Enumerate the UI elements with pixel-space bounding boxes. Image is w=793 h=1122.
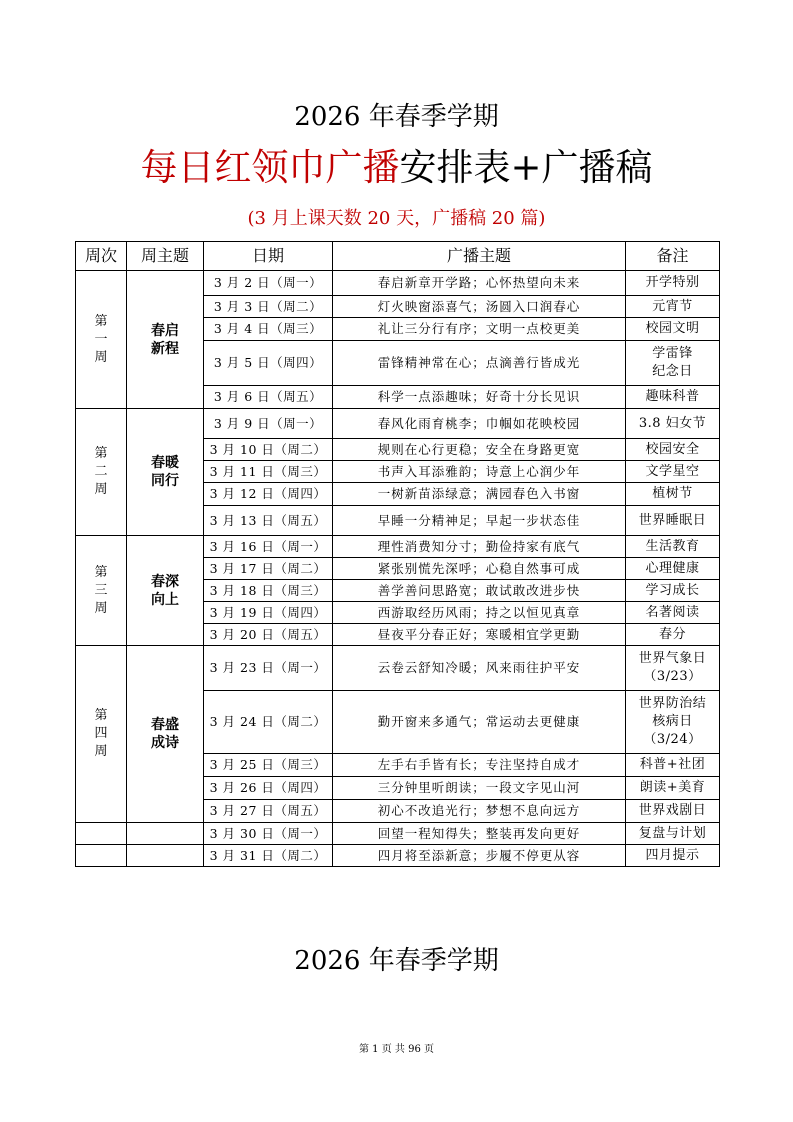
date-cell: 3 月 9 日（周一）	[204, 409, 333, 439]
topic-cell: 春风化雨育桃李；巾帼如花映校园	[333, 409, 626, 439]
week-theme: 春深 向上	[127, 536, 204, 646]
date-cell: 3 月 12 日（周四）	[204, 483, 333, 506]
table-row	[76, 823, 720, 845]
date-cell: 3 月 4 日（周三）	[204, 318, 333, 341]
date-cell: 3 月 24 日（周二）	[204, 691, 333, 754]
topic-cell: 灯火映窗添喜气；汤圆入口润春心	[333, 296, 626, 318]
note-cell: 朗读+美育	[626, 777, 720, 800]
note-cell: 世界防治结 核病日 （3/24）	[626, 691, 720, 754]
topic-cell: 左手右手皆有长；专注坚持自成才	[333, 754, 626, 777]
note-cell: 世界戏剧日	[626, 800, 720, 823]
page-footer: 第 1 页 共 96 页	[359, 1044, 434, 1055]
week-label: 第 二 周	[76, 409, 127, 536]
date-cell: 3 月 30 日（周一）	[204, 823, 333, 845]
table-row	[76, 271, 720, 296]
subtitle: (3 月上课天数 20 天，广播稿 20 篇)	[247, 208, 546, 229]
date-cell: 3 月 10 日（周二）	[204, 439, 333, 461]
topic-cell: 科学一点添趣味；好奇十分长见识	[333, 386, 626, 409]
date-cell: 3 月 20 日（周五）	[204, 624, 333, 646]
table-body	[76, 271, 720, 867]
topic-cell: 云卷云舒知冷暖；风来雨往护平安	[333, 646, 626, 691]
next-page-title: 2026 年春季学期	[294, 946, 499, 976]
header-date: 日期	[204, 242, 333, 271]
date-cell: 3 月 26 日（周四）	[204, 777, 333, 800]
note-cell: 文学星空	[626, 461, 720, 483]
week-theme: 春暖 同行	[127, 409, 204, 536]
header-week: 周次	[76, 242, 127, 271]
table-row	[76, 536, 720, 558]
header-topic: 广播主题	[333, 242, 626, 271]
note-cell: 3.8 妇女节	[626, 409, 720, 439]
note-cell: 春分	[626, 624, 720, 646]
topic-cell: 早睡一分精神足；早起一步状态佳	[333, 506, 626, 536]
topic-cell: 昼夜平分春正好；寒暖相宜学更勤	[333, 624, 626, 646]
table-row	[76, 646, 720, 691]
date-cell: 3 月 27 日（周五）	[204, 800, 333, 823]
topic-cell: 雷锋精神常在心；点滴善行皆成光	[333, 341, 626, 386]
date-cell: 3 月 23 日（周一）	[204, 646, 333, 691]
note-cell: 复盘与计划	[626, 823, 720, 845]
topic-cell: 礼让三分行有序；文明一点校更美	[333, 318, 626, 341]
topic-cell: 紧张别慌先深呼；心稳自然事可成	[333, 558, 626, 580]
note-cell: 科普+社团	[626, 754, 720, 777]
header-note: 备注	[626, 242, 720, 271]
note-cell: 世界睡眠日	[626, 506, 720, 536]
date-cell: 3 月 13 日（周五）	[204, 506, 333, 536]
date-cell: 3 月 19 日（周四）	[204, 602, 333, 624]
date-cell: 3 月 16 日（周一）	[204, 536, 333, 558]
note-cell: 校园安全	[626, 439, 720, 461]
topic-cell: 初心不改追光行；梦想不息向远方	[333, 800, 626, 823]
note-cell: 学雷锋 纪念日	[626, 341, 720, 386]
date-cell: 3 月 2 日（周一）	[204, 271, 333, 296]
week-label: 第 三 周	[76, 536, 127, 646]
main-title	[0, 141, 793, 195]
note-cell: 世界气象日 （3/23）	[626, 646, 720, 691]
topic-cell: 理性消费知分寸；勤俭持家有底气	[333, 536, 626, 558]
week-label: 第 一 周	[76, 271, 127, 409]
topic-cell: 勤开窗来多通气；常运动去更健康	[333, 691, 626, 754]
schedule-table	[75, 241, 720, 867]
note-cell: 校园文明	[626, 318, 720, 341]
date-cell: 3 月 11 日（周三）	[204, 461, 333, 483]
topic-cell: 书声入耳添雅韵；诗意上心润少年	[333, 461, 626, 483]
topic-cell: 规则在心行更稳；安全在身路更宽	[333, 439, 626, 461]
topic-cell: 善学善问思路宽；敢试敢改进步快	[333, 580, 626, 602]
week-theme: 春盛 成诗	[127, 646, 204, 823]
note-cell: 元宵节	[626, 296, 720, 318]
main-title-black: 安排表+广播稿	[399, 146, 653, 189]
date-cell: 3 月 17 日（周二）	[204, 558, 333, 580]
week-theme-empty	[127, 845, 204, 867]
term-title: 2026 年春季学期	[294, 102, 499, 132]
header-theme: 周主题	[127, 242, 204, 271]
week-theme: 春启 新程	[127, 271, 204, 409]
note-cell: 名著阅读	[626, 602, 720, 624]
table-header-row	[76, 242, 720, 271]
date-cell: 3 月 31 日（周二）	[204, 845, 333, 867]
date-cell: 3 月 18 日（周三）	[204, 580, 333, 602]
week-label-empty	[76, 845, 127, 867]
date-cell: 3 月 6 日（周五）	[204, 386, 333, 409]
date-cell: 3 月 25 日（周三）	[204, 754, 333, 777]
note-cell: 植树节	[626, 483, 720, 506]
topic-cell: 回望一程知得失；整装再发向更好	[333, 823, 626, 845]
note-cell: 生活教育	[626, 536, 720, 558]
topic-cell: 春启新章开学路；心怀热望向未来	[333, 271, 626, 296]
note-cell: 趣味科普	[626, 386, 720, 409]
topic-cell: 一树新苗添绿意；满园春色入书窗	[333, 483, 626, 506]
date-cell: 3 月 5 日（周四）	[204, 341, 333, 386]
note-cell: 开学特别	[626, 271, 720, 296]
table-row	[76, 409, 720, 439]
date-cell: 3 月 3 日（周二）	[204, 296, 333, 318]
note-cell: 四月提示	[626, 845, 720, 867]
note-cell: 学习成长	[626, 580, 720, 602]
topic-cell: 西游取经历风雨；持之以恒见真章	[333, 602, 626, 624]
topic-cell: 四月将至添新意；步履不停更从容	[333, 845, 626, 867]
week-label-empty	[76, 823, 127, 845]
topic-cell: 三分钟里听朗读；一段文字见山河	[333, 777, 626, 800]
week-label: 第 四 周	[76, 646, 127, 823]
note-cell: 心理健康	[626, 558, 720, 580]
main-title-red: 每日红领巾广播	[140, 146, 400, 189]
table-row	[76, 845, 720, 867]
week-theme-empty	[127, 823, 204, 845]
